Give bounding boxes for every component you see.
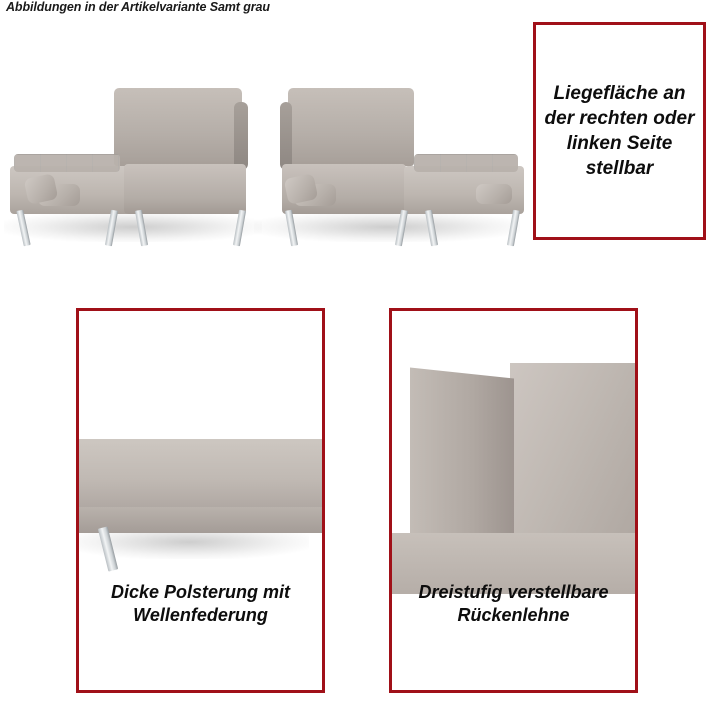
callout-caption: Dicke Polsterung mit Wellenfederung <box>110 581 291 626</box>
page-title: Abbildungen in der Artikelvariante Samt grau <box>6 0 270 14</box>
product-image-sofa-chaise-right <box>258 80 518 250</box>
photo-shadow <box>4 212 262 242</box>
sofa-seat <box>124 164 246 214</box>
product-image-sofa-chaise-left <box>8 80 258 250</box>
decor-pillow <box>476 184 512 204</box>
callout-box-placement <box>533 22 706 240</box>
sofa-armrest <box>234 102 248 170</box>
product-image-bench-cushion <box>79 311 322 594</box>
sofa-backrest <box>114 88 242 166</box>
backrest-side-panel <box>410 368 514 549</box>
bench-cushion-front <box>79 507 322 533</box>
callout-caption: Dreistufig verstellbare Rückenlehne <box>418 581 609 626</box>
bench-cushion-top <box>79 439 322 513</box>
sofa-folded-backrest <box>414 154 518 172</box>
callout-text: Liegefläche an der rechten oder linken Seite stellbar <box>544 82 695 180</box>
product-image-backrest-detail <box>392 311 635 594</box>
callout-box-backrest <box>389 308 638 693</box>
sofa-folded-backrest <box>14 154 120 172</box>
backrest-panel <box>510 363 635 545</box>
callout-box-padding <box>76 308 325 693</box>
sofa-backrest <box>288 88 414 166</box>
top-product-photos <box>0 30 528 270</box>
sofa-armrest <box>280 102 292 170</box>
